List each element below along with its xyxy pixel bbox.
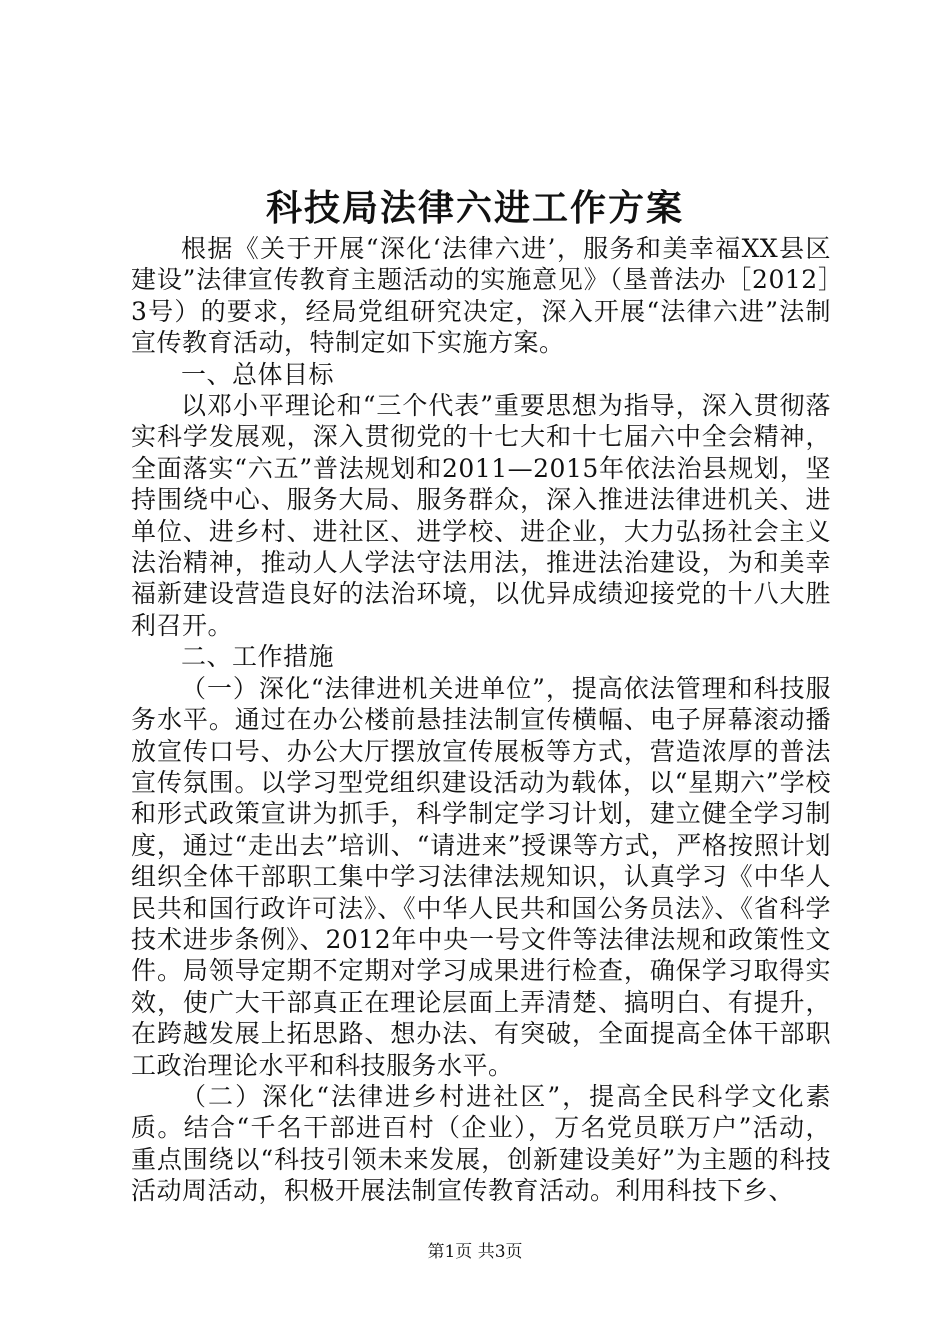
overall-goal-paragraph: 以邓小平理论和“三个代表”重要思想为指导，深入贯彻落实科学发展观，深入贯彻党的十七大和十七届六中全会精神，全面落实“六五”普法规划和2011—2015年依法治县规划，坚持围绕中心、服务大局、服务群众，深入推进法律进机关、进单位、进乡村、进社区、进学校、进企业，大力弘扬社会主义法治精神，推动人人学法守法用法，推进法治建设，为和美幸福新建设营造良好的法治环境，以优异成绩迎接党的十八大胜利召开。	[131, 391, 831, 640]
measure-two-paragraph: （二）深化“法律进乡村进社区”，提高全民科学文化素质。结合“千名干部进百村（企业），万名党员联万户”活动，重点围绕以“科技引领未来发展，创新建设美好”为主题的科技活动周活动，积极开展法制宣传教育活动。利用科技下乡、	[131, 1081, 831, 1206]
intro-paragraph: 根据《关于开展“深化‘法律六进’，服务和美幸福XX县区建设”法律宣传教育主题活动的实施意见》（垦普法办［2012］3号）的要求，经局党组研究决定，深入开展“法律六进”法制宣传教育活动，特制定如下实施方案。	[131, 234, 831, 358]
measure-one-paragraph: （一）深化“法律进机关进单位”，提高依法管理和科技服务水平。通过在办公楼前悬挂法制宣传横幅、电子屏幕滚动播放宣传口号、办公大厅摆放宣传展板等方式，营造浓厚的普法宣传氛围。以学习型党组织建设活动为载体，以“星期六”学校和形式政策宣讲为抓手，科学制定学习计划，建立健全学习制度，通过“走出去”培训、“请进来”授课等方式，严格按照计划组织全体干部职工集中学习法律法规知识，认真学习《中华人民共和国行政许可法》、《中华人民共和国公务员法》、《省科学技术进步条例》、2012年中央一号文件等法律法规和政策性文件。局领导定期不定期对学习成果进行检查，确保学习取得实效，使广大干部真正在理论层面上弄清楚、搞明白、有提升，在跨越发展上拓思路、想办法、有突破，全面提高全体干部职工政治理论水平和科技服务水平。	[131, 673, 831, 1080]
document-title: 科技局法律六进工作方案	[265, 187, 684, 229]
document-body	[131, 233, 831, 1207]
section-heading-overall-goal: 一、总体目标	[181, 359, 335, 389]
section-heading-work-measures: 二、工作措施	[181, 642, 335, 672]
page-number-footer: 第1页 共3页	[427, 1242, 523, 1262]
